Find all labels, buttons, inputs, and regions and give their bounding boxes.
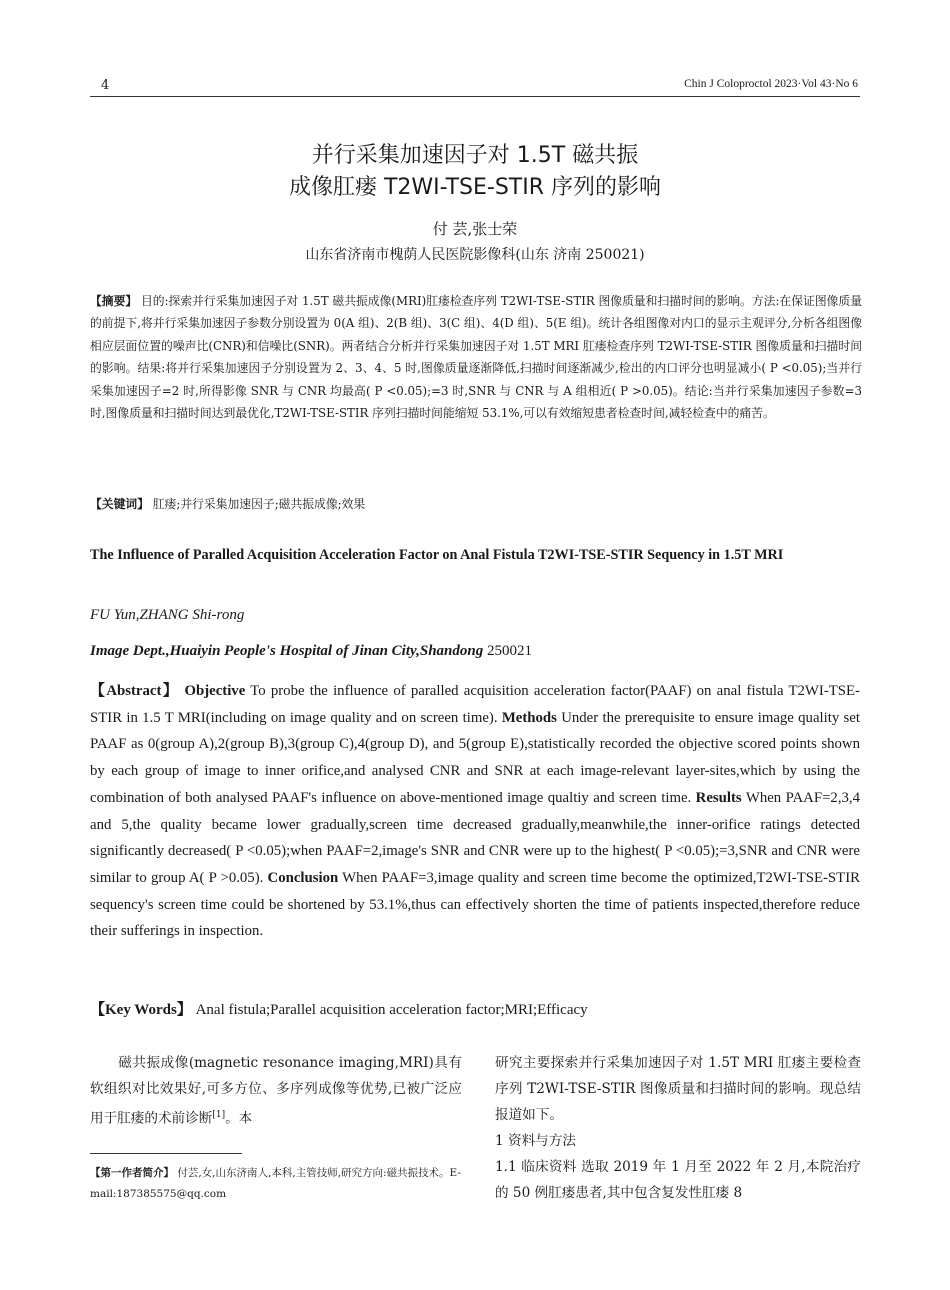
- title-line-1: 并行采集加速因子对 1.5T 磁共振: [311, 143, 639, 168]
- cn-keywords-label: 【关键词】: [90, 497, 149, 511]
- methods-label: Methods: [497, 709, 557, 726]
- conclusion-label: Conclusion: [263, 869, 339, 886]
- authors: 付 芸,张士荣: [432, 220, 518, 238]
- cn-keywords-text: 肛瘘;并行采集加速因子;磁共振成像;效果: [149, 497, 366, 511]
- english-title: The Influence of Paralled Acquisition Acceleration Factor on Anal Fistula T2WI-TSE-STIR Sequency in 1.5T MRI: [90, 547, 784, 563]
- en-affiliation-code: 250021: [483, 643, 532, 659]
- page-number: 4: [101, 78, 110, 93]
- intro-paragraph: 磁共振成像(magnetic resonance imaging,MRI)具有软组织对比效果好,可多方位、多序列成像等优势,已被广泛应用于肛瘘的术前诊断: [90, 1055, 462, 1127]
- footnote-rule: [90, 1153, 242, 1154]
- en-abstract-label: 【Abstract】: [90, 683, 180, 699]
- en-keywords-label: 【Key Words】: [90, 1002, 192, 1018]
- citation-1: [1]: [212, 1110, 226, 1120]
- footnote-text: 付芸,女,山东济南人,本科,主管技师,研究方向:磁共振技术。E-mail:187385575@qq.com: [90, 1167, 461, 1200]
- title-line-2: 成像肛瘘 T2WI-TSE-STIR 序列的影响: [288, 175, 661, 200]
- chinese-abstract: [90, 290, 862, 424]
- results-text: When PAAF=2,3,4 and 5,the quality became lower gradually,screen time decreased gradually,meanwhile,the inner-orifice ratings detected significantly decreased( P <0.05);when PAAF=2,image's SNR and CNR were up to the highest( P <0.05);=3,SNR and CNR were similar to group A( P >0.05).: [90, 789, 861, 886]
- en-keywords-text: Anal fistula;Parallel acquisition acceleration factor;MRI;Efficacy: [191, 1002, 588, 1018]
- author-footnote: [90, 1163, 462, 1205]
- header-rule: [90, 96, 860, 97]
- intro-paragraph-end: 。本: [225, 1110, 253, 1127]
- conclusion-text: When PAAF=3,image quality and screen time become the optimized,T2WI-TSE-STIR sequency's screen time could be shortened by 53.1%,thus can effectively shorten the time of patients inspected,therefore reduce their sufferings in inspection.: [90, 869, 861, 940]
- journal-header: Chin J Coloproctol 2023·Vol 43·No 6: [684, 78, 858, 90]
- paper-title: [90, 140, 860, 204]
- english-authors: FU Yun,ZHANG Shi-rong: [90, 607, 245, 623]
- cn-abstract-label: 【摘要】: [90, 294, 138, 308]
- english-abstract: [90, 678, 860, 945]
- chinese-keywords: [90, 495, 862, 512]
- body-right-column: [495, 1050, 861, 1206]
- subsection-clinical-data: 1.1 临床资料 选取 2019 年 1 月至 2022 年 2 月,本院治疗的 50 例肛瘘患者,其中包含复发性肛瘘 8: [495, 1159, 861, 1201]
- english-affiliation: [90, 643, 532, 660]
- intro-continuation: 研究主要探索并行采集加速因子对 1.5T MRI 肛瘘主要检查序列 T2WI-TSE-STIR 图像质量和扫描时间的影响。现总结报道如下。: [495, 1055, 861, 1123]
- english-keywords: [90, 998, 588, 1019]
- footnote-label: 【第一作者简介】: [90, 1167, 174, 1179]
- cn-abstract-text: 目的:探索并行采集加速因子对 1.5T 磁共振成像(MRI)肛瘘检查序列 T2WI-TSE-STIR 图像质量和扫描时间的影响。方法:在保证图像质量的前提下,将并行采集加速因子参数分别设置为 0(A 组)、2(B 组)、3(C 组)、4(D 组)、5(E 组)。统计各组图像对内口的显示主观评分,分析各组图像相应层面位置的噪声比(CNR)和信噪比(SNR)。两者结合分析并行采集加速因子对 1.5T MRI 肛瘘检查序列 T2WI-TSE-STIR 图像质量和扫描时间的影响。结果:将并行采集加速因子分别设置为 2、3、4、5 时,图像质量逐渐降低,扫描时间逐渐减少,检出的内口评分也明显减小( P <0.05);当并行采集加速因子=2 时,所得影像 SNR 与 CNR 均最高( P <0.05);=3 时,SNR 与 CNR 与 A 组相近( P >0.05)。结论:当并行采集加速因子参数=3 时,图像质量和扫描时间达到最优化,T2WI-TSE-STIR 序列扫描时间能缩短 53.1%,可以有效缩短患者检查时间,减轻检查中的痛苦。: [90, 294, 863, 421]
- objective-label: Objective: [179, 683, 246, 699]
- body-left-column: [90, 1050, 462, 1132]
- en-affiliation-name: Image Dept.,Huaiyin People's Hospital of Jinan City,Shandong: [90, 643, 484, 659]
- section-heading: 1 资料与方法: [495, 1133, 576, 1149]
- results-label: Results: [691, 789, 742, 806]
- affiliation: 山东省济南市槐荫人民医院影像科(山东 济南 250021): [305, 247, 645, 263]
- methods-text: Under the prerequisite to ensure image quality set PAAF as 0(group A),2(group B),3(group C),4(group D), and 5(group E),statistically recorded the objective scored points shown by each group of image to inner orifice,and analysed CNR and SNR at each image-relevant layer-sites,which by using the combination of both analysed PAAF's influence on above-mentioned image qualtiy and screen time.: [90, 709, 860, 806]
- objective-text: To probe the influence of paralled acquisition acceleration factor(PAAF) on anal fistula T2WI-TSE-STIR in 1.5 T MRI(including on image quality and on screen time).: [90, 683, 860, 726]
